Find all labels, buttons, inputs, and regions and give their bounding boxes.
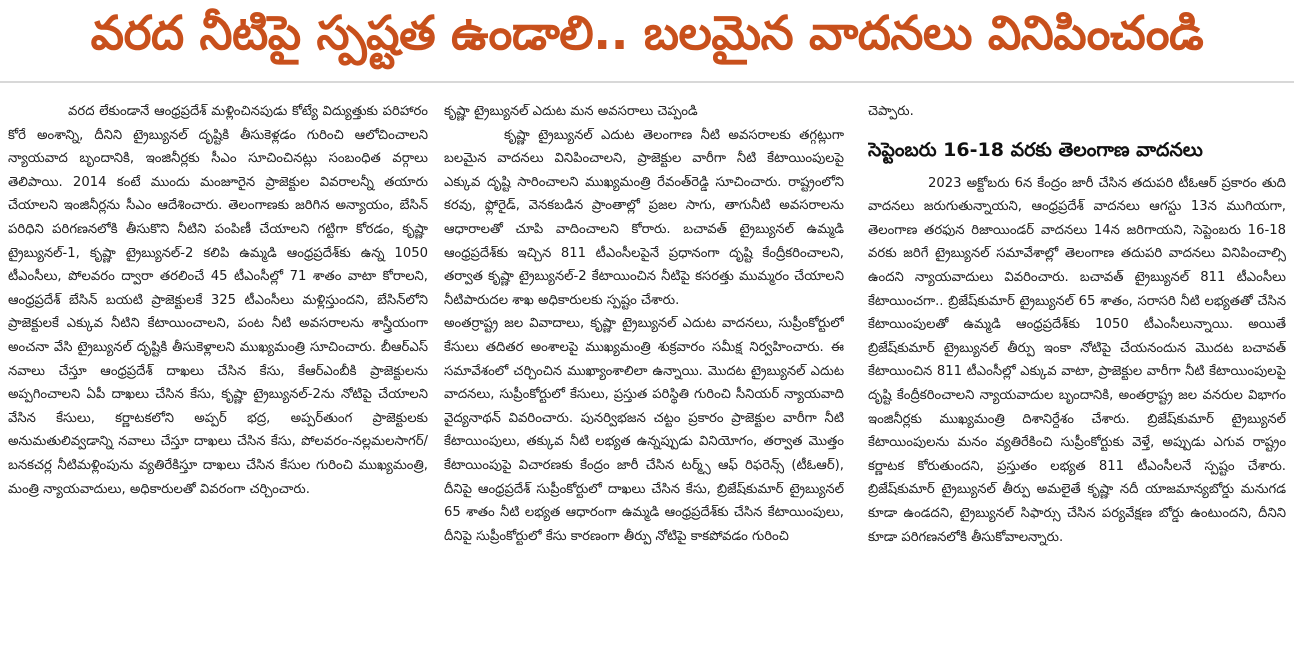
headline-divider xyxy=(0,81,1294,83)
article-column-2 xyxy=(444,100,844,660)
body-paragraph: కృష్ణా ట్రైబ్యునల్ ఎదుట తెలంగాణ నీటి అవసరాలకు తగ్గట్లుగా బలమైన వాదనలు వినిపించాలని, ప్రాజెక్టుల వారీగా నీటి కేటాయింపులపై ఎక్కువ దృష్టి సారించాలని ముఖ్యమంత్రి రేవంత్‌రెడ్డి సూచించారు. రాష్ట్రంలోని కరవు, ఫ్లోరైడ్, వెనకబడిన ప్రాంతాల్లో ప్రజల సాగు, తాగునీటి అవసరాలను ఆధారాలతో చూపి వాదించాలని కోరారు. బచావత్ ట్రైబ్యునల్ ఉమ్మడి ఆంధ్రప్రదేశ్‌కు ఇచ్చిన 811 టీఎంసీలపైనే ప్రధానంగా దృష్టి కేంద్రీకరించాలని, తర్వాత కృష్ణా ట్రైబ్యునల్-2 కేటాయించిన నీటిపై కసరత్తు ముమ్మరం చేయాలని నీటిపారుదల శాఖ అధికారులకు స్పష్టం చేశారు. xyxy=(444,127,844,308)
body-paragraph: 2023 అక్టోబరు 6న కేంద్రం జారీ చేసిన తదుపరి టీఓఆర్ ప్రకారం తుది వాదనలు జరుగుతున్నాయని, ఆంధ్రప్రదేశ్ వాదనలు ఆగస్టు 13న ముగియగా, తెలంగాణ తరఫున రిజాయిండర్ వాదనలు 14న జరిగాయని, సెప్టెంబరు 16-18 వరకు జరిగే ట్రైబ్యునల్ సమావేశాల్లో తెలంగాణ తదుపరి వాదనలు వినిపించాల్సి ఉందని న్యాయవాదులు వివరించారు. బచావత్ ట్రైబ్యునల్ 811 టీఎంసీలు కేటాయించగా.. బ్రిజేష్‌కుమార్ ట్రైబ్యునల్ 65 శాతం, సరాసరి నీటి లభ్యతతో చేసిన కేటాయింపులతో ఉమ్మడి ఆంధ్రప్రదేశ్‌కు 1050 టీఎంసీలున్నాయి. అయితే బ్రిజేష్‌కుమార్ ట్రైబ్యునల్ తీర్పు ఇంకా నోటిపై చేయనందున మొదట బచావత్ కేటాయించిన 811 టీఎంసీల్లో ఎక్కువ వాటా, ప్రాజెక్టుల వారీగా నీటి కేటాయింపులపై దృష్టి కేంద్రీకరించాలని న్యాయవాదుల బృందానికి, అంతర్రాష్ట్ర జల వనరుల విభాగం ఇంజినీర్లకు ముఖ్యమంత్రి దిశానిర్దేశం చేశారు. బ్రిజేష్‌కుమార్ ట్రైబ్యునల్ కేటాయింపులను మనం వ్యతిరేకించి సుప్రీంకోర్టుకు వెళ్తే, అప్పుడు ఎగువ రాష్ట్రం కర్ణాటక కోరుతుందని, ప్రస్తుతం లభ్యత 811 టీఎంసీలనే స్పష్టం చేశారు. బ్రిజేష్‌కుమార్ ట్రైబ్యునల్ తీర్పు అమలైతే కృష్ణా నదీ యాజమాన్యబోర్డు మనుగడ కూడా ఉండదని, ట్రైబ్యునల్ సిఫార్సు చేసిన పర్యవేక్షణ బోర్డు ఉంటుందని, దీనిని కూడా పరిగణనలోకి తీసుకోవాలన్నారు. xyxy=(868,175,1286,545)
continued-text: చెప్పారు. xyxy=(868,104,914,119)
body-paragraph: అంతర్రాష్ట్ర జల వివాదాలు, కృష్ణా ట్రైబ్యునల్ ఎదుట వాదనలు, సుప్రీంకోర్టులో కేసులు తదితర అంశాలపై ముఖ్యమంత్రి శుక్రవారం సమీక్ష నిర్వహించారు. ఈ సమావేశంలో చర్చించిన ముఖ్యాంశాలిలా ఉన్నాయి. మొదట ట్రైబ్యునల్ ఎదుట వాదనలు, సుప్రీంకోర్టులో కేసులు, ప్రస్తుత పరిస్థితి గురించి సీనియర్ న్యాయవాది వైద్యనాథన్ వివరించారు. పునర్విభజన చట్టం ప్రకారం ప్రాజెక్టుల వారీగా నీటి కేటాయింపులు, తక్కువ నీటి లభ్యత ఉన్నప్పుడు వినియోగం, తర్వాత మొత్తం కేటాయింపుపై విచారణకు కేంద్రం జారీ చేసిన టర్మ్స్ ఆఫ్ రిఫరెన్స్ (టీఓఆర్), దీనిపై ఆంధ్రప్రదేశ్ సుప్రీంకోర్టులో దాఖలు చేసిన కేసు, బ్రిజేష్‌కుమార్ ట్రైబ్యునల్ 65 శాతం నీటి లభ్యత ఆధారంగా ఉమ్మడి ఆంధ్రప్రదేశ్‌కు చేసిన కేటాయింపులు, దీనిపై సుప్రీంకోర్టులో కేసు కారణంగా తీర్పు నోటిపై కాకపోవడం గురించి xyxy=(444,316,844,544)
article-column-3 xyxy=(868,100,1286,660)
section-subheading: కృష్ణా ట్రైబ్యునల్ ఎదుట మన అవసరాలు చెప్పండి xyxy=(444,104,698,119)
section-subheading: సెప్టెంబరు 16-18 వరకు తెలంగాణ వాదనలు xyxy=(868,138,1203,161)
body-paragraph: వరద లేకుండానే ఆంధ్రప్రదేశ్ మళ్లించినపుడు కోట్యే విద్యుత్తుకు పరిహారం కోరే అంశాన్ని, దీనిని ట్రైబ్యునల్ దృష్టికి తీసుకెళ్లడం గురించి ఆలోచించాలని న్యాయవాద బృందానికి, ఇంజినీర్లకు సీఎం సూచించినట్లు సంబంధిత వర్గాలు తెలిపాయి. 2014 కంటే ముందు మంజూరైన ప్రాజెక్టుల వివరాలన్నీ తయారు చేయాలని ఇంజినీర్లను సీఎం ఆదేశించారు. తెలంగాణకు జరిగిన అన్యాయం, బేసిన్ పరిధిని పరిగణనలోకి తీసుకొని నీటిని పంపిణీ చేయాలని గట్టిగా కోరడం, కృష్ణా ట్రైబ్యునల్-1, కృష్ణా ట్రైబ్యునల్-2 కలిపి ఉమ్మడి ఆంధ్రప్రదేశ్‌కు ఉన్న 1050 టీఎంసీలు, పోలవరం ద్వారా తరలించే 45 టీఎంసీల్లో 71 శాతం వాటా కోరాలని, ఆంధ్రప్రదేశ్ బేసిన్ బయటి ప్రాజెక్టులకే 325 టీఎంసీలు మళ్లిస్తుందని, బేసిన్‌లోని ప్రాజెక్టులకే ఎక్కువ నీటిని కేటాయించాలని, పంట నీటి అవసరాలను శాస్త్రీయంగా అంచనా వేసి ట్రైబ్యునల్ దృష్టికి తీసుకెళ్లాలని ముఖ్యమంత్రి సూచించారు. బీఆర్ఎస్ నవాలు చేస్తూ ఆంధ్రప్రదేశ్ దాఖలు చేసిన కేసు, కేఆర్ఎంబీకి ప్రాజెక్టులను అప్పగించాలని ఏపీ దాఖలు చేసిన కేసు, కృష్ణా ట్రైబ్యునల్-2ను నోటిపై చేయాలని వేసిన కేసులు, కర్ణాటకలోని అప్పర్ భద్ర, అప్పర్‌తుంగ ప్రాజెక్టులకు అనుమతులివ్వడాన్ని నవాలు చేస్తూ దాఖలు చేసిన కేసు, పోలవరం-నల్లమలసాగర్/బనకచర్ల నీటిమళ్లింపును వ్యతిరేకిస్తూ దాఖలు చేసిన కేసుల గురించి ముఖ్యమంత్రి, మంత్రి న్యాయవాదులు, అధికారులతో వివరంగా చర్చించారు. xyxy=(8,104,428,497)
article-column-1 xyxy=(8,100,428,660)
article-headline: వరద నీటిపై స్పష్టత ఉండాలి.. బలమైన వాదనలు వినిపించండి xyxy=(90,6,1204,61)
